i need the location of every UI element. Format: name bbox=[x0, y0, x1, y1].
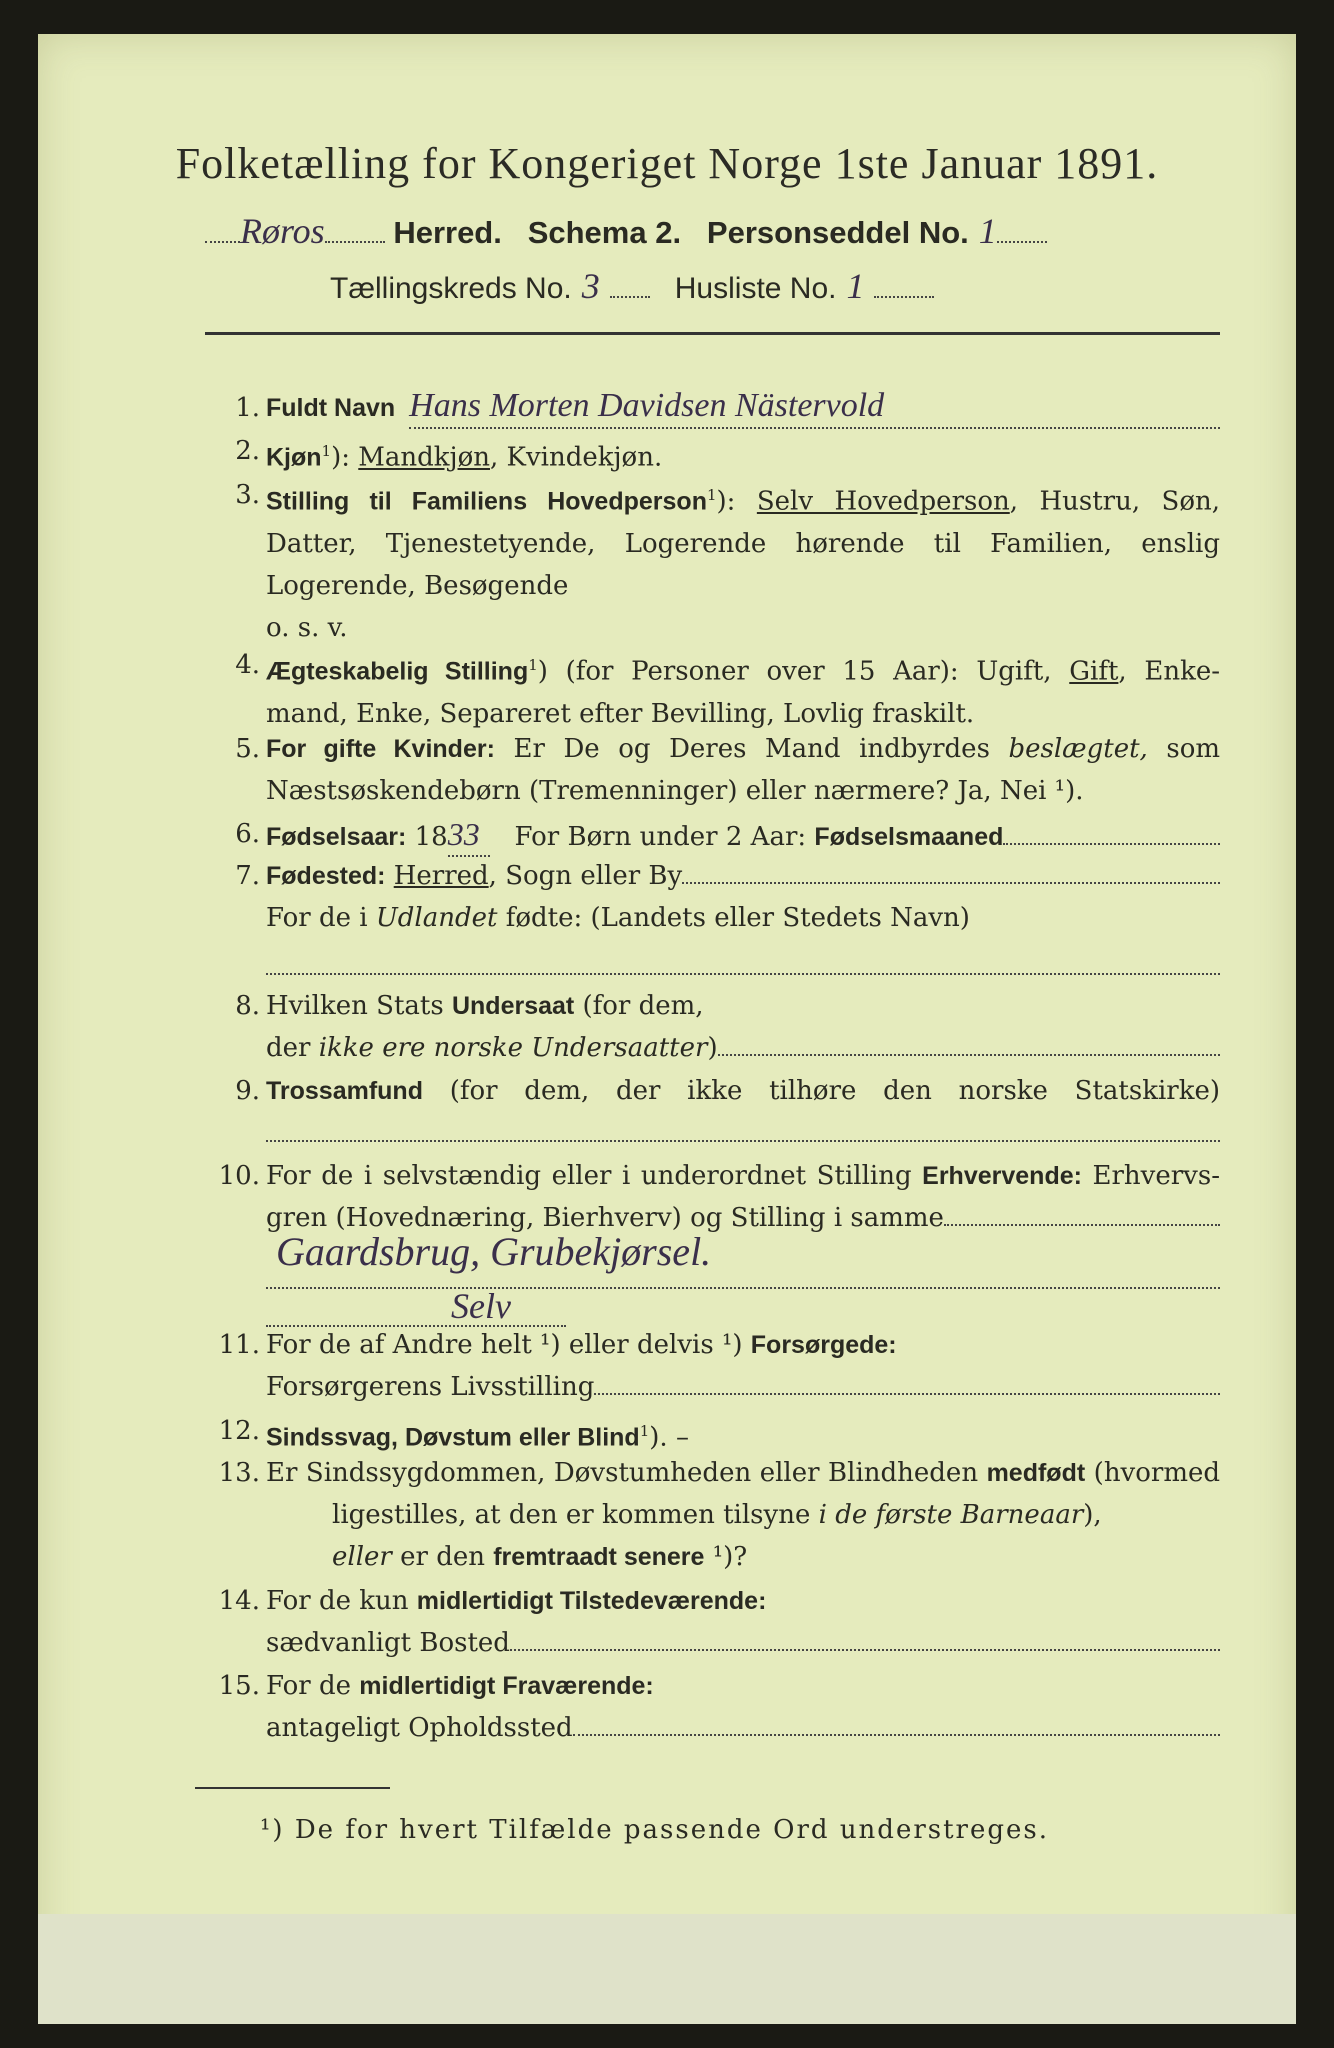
item-number: 2. bbox=[235, 436, 260, 466]
item-number: 5. bbox=[235, 734, 260, 764]
marital-options: , Enke- bbox=[1118, 656, 1220, 687]
occupation-answer: Gaardsbrug, Grubekjørsel. bbox=[276, 1229, 712, 1274]
birthplace-answer-line bbox=[266, 945, 1220, 975]
footnote-ref: 1 bbox=[706, 486, 717, 504]
footnote-ref: 1 bbox=[321, 442, 332, 460]
item-number: 8. bbox=[235, 991, 260, 1021]
usual-residence-text: sædvanligt Bosted bbox=[266, 1628, 510, 1658]
item-number: 6. bbox=[235, 819, 260, 849]
occupation-answer-line bbox=[266, 1229, 1220, 1289]
occupation-status-answer: Selv bbox=[451, 1286, 511, 1326]
footnote-ref: 1 bbox=[639, 1422, 650, 1440]
position-options-4: o. s. v. bbox=[266, 612, 348, 643]
item-1 bbox=[200, 387, 1220, 429]
position-options-3: Logerende, Besøgende bbox=[266, 570, 569, 601]
birthplace-selected: Herred bbox=[393, 861, 489, 891]
congenital-italic: i de første Barneaar bbox=[818, 1500, 1084, 1530]
nationality-text-3: der bbox=[266, 1033, 311, 1063]
husliste-no: 1 bbox=[846, 266, 865, 306]
probable-residence-text: antageligt Opholdssted bbox=[266, 1713, 573, 1743]
religion-text: (for dem, der ikke tilhøre den norske Statskirke) bbox=[449, 1076, 1220, 1106]
married-women-text-end: som bbox=[1166, 734, 1221, 764]
congenital-text: Er Sindssygdommen, Døvstumheden eller Blindheden bbox=[266, 1458, 979, 1488]
congenital-text-end: (hvormed bbox=[1093, 1458, 1221, 1488]
item-number: 10. bbox=[218, 1161, 260, 1191]
header-divider bbox=[205, 332, 1220, 335]
temp-present-text: For de kun bbox=[266, 1586, 409, 1616]
marital-selected: Gift bbox=[1069, 656, 1119, 687]
religion-label: Trossamfund bbox=[266, 1077, 423, 1105]
kreds-line bbox=[330, 265, 1130, 305]
birth-year-prefix: 18 bbox=[414, 822, 448, 852]
position-options-2: Datter, Tjenestetyende, Logerende hørende til Familien, enslig bbox=[266, 528, 1220, 559]
sex-selected: Mandkjøn bbox=[358, 442, 490, 473]
later-onset-label: fremtraadt senere bbox=[493, 1543, 705, 1571]
personseddel-label: Personseddel No. bbox=[706, 215, 969, 250]
item-number: 11. bbox=[218, 1330, 260, 1360]
item-number: 1. bbox=[235, 393, 260, 423]
sex-options: , Kvindekjøn. bbox=[490, 442, 663, 473]
occupation-answer-line-2 bbox=[266, 1286, 1220, 1329]
nationality-italic: ikke ere norske Undersaatter bbox=[318, 1033, 708, 1063]
husliste-label: Husliste No. bbox=[674, 272, 837, 305]
disability-label: Sindssvag, Døvstum eller Blind bbox=[266, 1423, 640, 1452]
kreds-label: Tællingskreds No. bbox=[330, 272, 572, 305]
abroad-word: Udlandet bbox=[375, 903, 498, 933]
congenital-text-3: er den bbox=[400, 1542, 485, 1572]
position-selected: Selv Hovedperson bbox=[756, 486, 1010, 517]
birth-month-note: For Børn under 2 Aar: bbox=[514, 822, 807, 852]
nationality-text-2: (for dem, bbox=[582, 991, 704, 1021]
congenital-italic-2: eller bbox=[332, 1542, 392, 1572]
birthplace-options: , Sogn eller By bbox=[488, 861, 683, 891]
congenital-label: medfødt bbox=[986, 1459, 1086, 1487]
married-women-text: Er De og Deres Mand indbyrdes bbox=[513, 734, 990, 764]
herred-name: Røros bbox=[240, 211, 325, 251]
related-word: beslægtet, bbox=[1008, 734, 1148, 764]
position-label: Stilling til Familiens Hovedperson bbox=[266, 487, 707, 516]
item-number: 14. bbox=[218, 1586, 260, 1616]
item-number: 9. bbox=[235, 1076, 260, 1106]
temp-absent-text: For de bbox=[266, 1671, 351, 1701]
occupation-label: Erhvervende: bbox=[922, 1162, 1082, 1190]
herred-line bbox=[205, 210, 1225, 250]
religion-answer-line bbox=[266, 1112, 1220, 1142]
footnote-divider bbox=[195, 1787, 390, 1789]
nationality-label: Undersaat bbox=[451, 992, 575, 1020]
temp-present-label: midlertidigt Tilstedeværende: bbox=[416, 1587, 767, 1615]
supported-label: Forsørgede: bbox=[750, 1331, 897, 1359]
supported-text: For de af Andre helt ¹) eller delvis ¹) bbox=[266, 1330, 743, 1360]
item-number: 7. bbox=[235, 861, 260, 891]
item-number: 4. bbox=[235, 650, 260, 680]
item-number: 15. bbox=[218, 1671, 260, 1701]
congenital-text-2: ligestilles, at den er kommen tilsyne bbox=[332, 1500, 811, 1530]
form-title: Folketælling for Kongeriget Norge 1ste Januar 1891. bbox=[175, 139, 1159, 188]
position-options: , Hustru, Søn, bbox=[1009, 486, 1221, 517]
schema-label: Schema 2. bbox=[527, 215, 682, 250]
item-number: 3. bbox=[235, 480, 260, 510]
abroad-text: For de i bbox=[266, 903, 368, 933]
item-number: 13. bbox=[218, 1458, 260, 1488]
kreds-no: 3 bbox=[581, 266, 600, 306]
marital-note: (for Personer over 15 Aar): Ugift, bbox=[565, 656, 1052, 687]
birthplace-label: Fødested: bbox=[266, 862, 386, 890]
marital-label: Ægteskabelig Stilling bbox=[266, 657, 529, 686]
birth-year-label: Fødselsaar: bbox=[266, 823, 407, 851]
sex-label: Kjøn bbox=[266, 443, 322, 472]
temp-absent-label: midlertidigt Fraværende: bbox=[359, 1672, 654, 1700]
abroad-text-2: fødte: (Landets eller Stedets Navn) bbox=[505, 903, 970, 933]
supporter-occupation-text: Forsørgerens Livsstilling bbox=[266, 1372, 595, 1402]
birth-month-label: Fødselsmaaned bbox=[814, 823, 1004, 851]
sheet-bottom-margin bbox=[38, 1914, 1296, 2024]
nationality-text: Hvilken Stats bbox=[266, 991, 444, 1021]
married-women-text-2: Næstsøskendebørn (Tremenninger) eller nærmere? Ja, Nei ¹). bbox=[266, 776, 1084, 806]
herred-label: Herred. bbox=[393, 215, 502, 250]
full-name-answer: Hans Morten Davidsen Nästervold bbox=[409, 387, 1220, 429]
full-name-label: Fuldt Navn bbox=[266, 394, 396, 422]
footnote-ref: 1 bbox=[528, 656, 538, 674]
occupation-text-end: Erhvervs- bbox=[1092, 1161, 1220, 1191]
occupation-text-2: gren (Hovednæring, Bierhverv) og Stilling i samme bbox=[266, 1203, 944, 1233]
married-women-label: For gifte Kvinder: bbox=[266, 735, 495, 763]
marital-options-2: mand, Enke, Separeret efter Bevilling, Lovlig fraskilt. bbox=[266, 698, 975, 729]
congenital-text-4: ¹)? bbox=[712, 1542, 748, 1572]
birth-year-answer: 33 bbox=[448, 813, 490, 857]
occupation-text: For de i selvstændig eller i underordnet Stilling bbox=[266, 1161, 912, 1191]
personseddel-no: 1 bbox=[978, 211, 997, 251]
item-number: 12. bbox=[218, 1416, 260, 1446]
footnote: ¹) De for hvert Tilfælde passende Ord understreges. bbox=[260, 1815, 1050, 1845]
